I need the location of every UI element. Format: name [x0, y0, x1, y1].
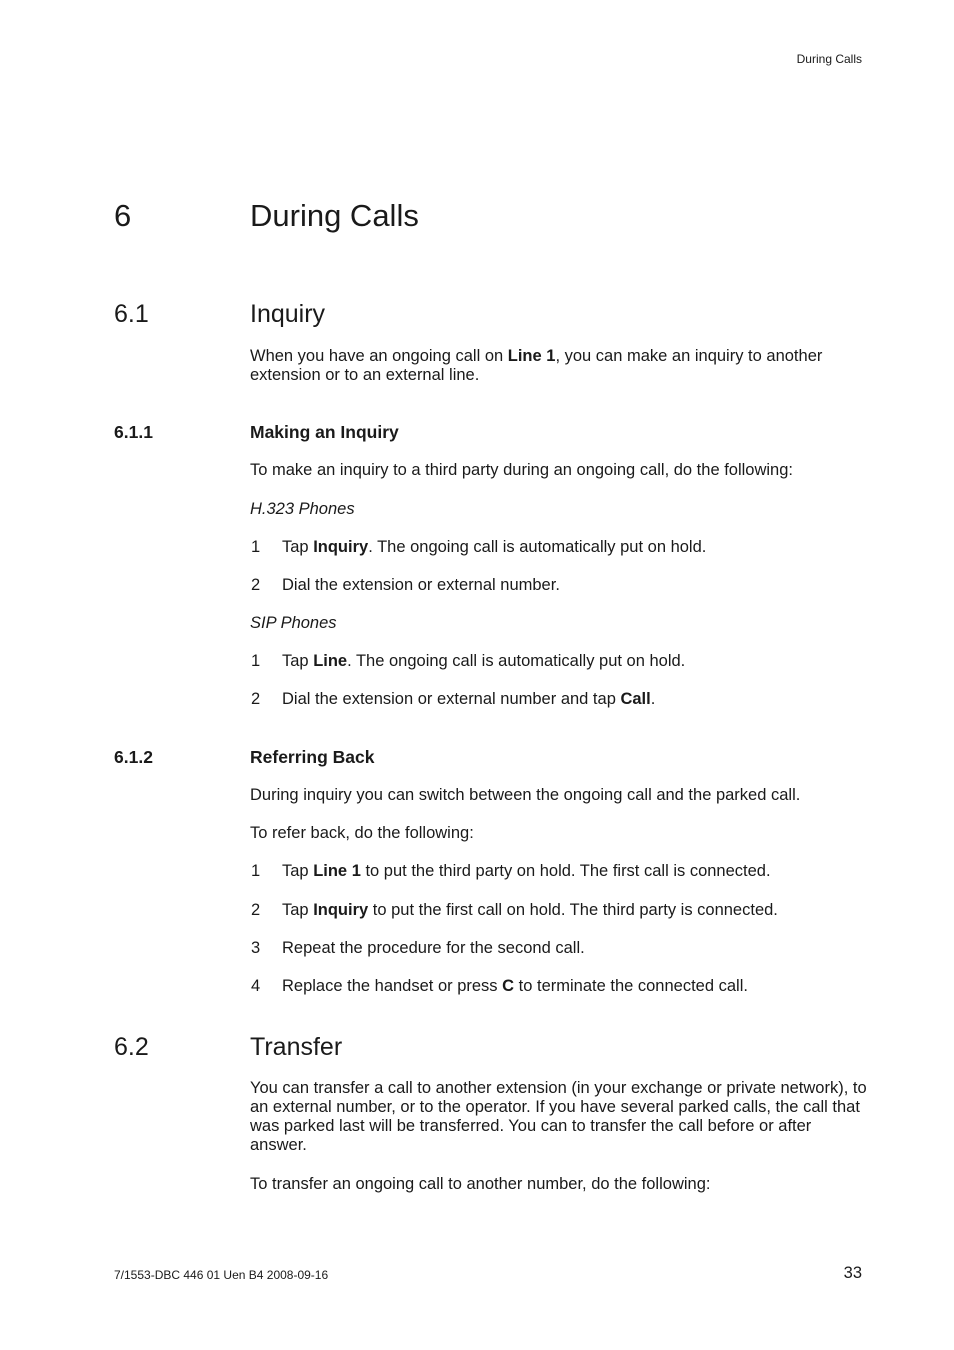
phone-type-label: SIP Phones: [250, 614, 337, 632]
paragraph: To make an inquiry to a third party during an ongoing call, do the following:: [250, 461, 793, 479]
step-number: 1: [251, 538, 261, 556]
paragraph: To refer back, do the following:: [250, 824, 474, 842]
step-number: 1: [251, 652, 261, 670]
section-number: 6.2: [114, 1033, 149, 1061]
subsection-title: Making an Inquiry: [250, 422, 399, 442]
section-intro: When you have an ongoing call on Line 1, you can make an inquiry to another extension or to an external line.: [250, 347, 823, 384]
step-number: 2: [251, 901, 261, 919]
paragraph: You can transfer a call to another extension (in your exchange or private network), to an external number, or to the operator. If you have several parked calls, the call that was parked last will be transferred. You can to transfer the call before or after answer.: [250, 1079, 867, 1154]
step-text: Dial the extension or external number.: [282, 576, 560, 594]
step-text: Replace the handset or press C to terminate the connected call.: [282, 977, 748, 995]
step-number: 2: [251, 576, 261, 594]
step-text: Tap Inquiry to put the first call on hold. The third party is connected.: [282, 901, 778, 919]
step-number: 1: [251, 862, 261, 880]
step-text: Tap Line 1 to put the third party on hold. The first call is connected.: [282, 862, 771, 880]
section-title: Transfer: [250, 1033, 343, 1061]
running-header: During Calls: [796, 52, 862, 66]
step-text: Repeat the procedure for the second call.: [282, 939, 585, 957]
chapter-title: During Calls: [250, 198, 419, 233]
section-number: 6.1: [114, 300, 149, 328]
step-text: Tap Line. The ongoing call is automatically put on hold.: [282, 652, 686, 670]
page-number: 33: [843, 1264, 862, 1282]
step-number: 2: [251, 690, 261, 708]
step-number: 3: [251, 939, 261, 957]
paragraph: During inquiry you can switch between the ongoing call and the parked call.: [250, 786, 801, 804]
section-title: Inquiry: [250, 300, 326, 328]
paragraph: To transfer an ongoing call to another number, do the following:: [250, 1175, 711, 1193]
phone-type-label: H.323 Phones: [250, 500, 355, 518]
subsection-number: 6.1.1: [114, 422, 153, 442]
subsection-number: 6.1.2: [114, 747, 153, 767]
step-text: Dial the extension or external number and tap Call.: [282, 690, 656, 708]
chapter-number: 6: [114, 198, 132, 233]
step-number: 4: [251, 977, 261, 995]
footer-doc-id: 7/1553-DBC 446 01 Uen B4 2008-09-16: [114, 1268, 329, 1282]
subsection-title: Referring Back: [250, 747, 375, 767]
step-text: Tap Inquiry. The ongoing call is automatically put on hold.: [282, 538, 707, 556]
